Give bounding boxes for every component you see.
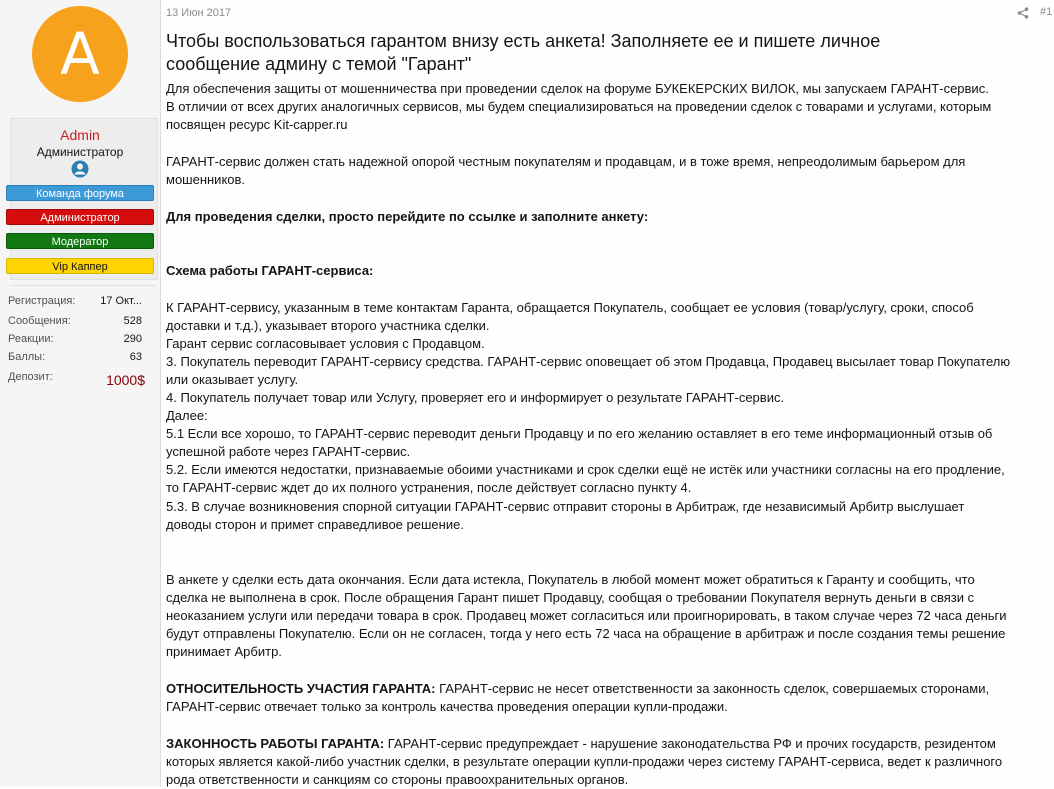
post-text-line: В отличии от всех других аналогичных сервисов, мы будем специализироваться на проведении сделок с товарами и услугами, которым [166,99,992,114]
post-text-line: ГАРАНТ-сервис отвечает только за контроль качества проведения операции купли-продажи. [166,699,728,714]
post-text-line: ГАРАНТ-сервис должен стать надежной опорой честным покупателям и продавцам, и в тоже время, непреодолимым барьером для [166,154,966,169]
post-text-line [166,735,996,753]
deal-instruction: Для проведения сделки, просто перейдите по ссылке и заполните анкету: [166,209,649,224]
post-text-line: Для обеспечения защиты от мошенничества при проведении сделок на форуме БУКЕКЕРСКИХ ВИЛОК, мы запускаем ГАРАНТ-сервис. [166,81,989,96]
banner-vip: Vip Каппер [6,258,154,274]
banner-admin: Администратор [6,209,154,225]
post-text-line: доводы сторон и примет справедливое решение. [166,517,464,532]
post-text-line: будут отправлены Покупателю. Если он не согласен, тогда у него есть 72 часа на обращение в арбитраж и после создания темы решение [166,626,1006,641]
stat-messages [8,315,142,333]
post-text-line: которых является какой-либо участник сделки, в результате операции купли-продажи через систему ГАРАНТ-сервиса, ведет к различного [166,754,1003,769]
stat-registration [8,295,142,313]
post-number-link[interactable]: #1 [1040,6,1053,18]
stat-reactions [8,333,142,351]
post-text-line: 3. Покупатель переводит ГАРАНТ-сервису средства. ГАРАНТ-сервис оповещает об этом Продавца, Продавец высылает товар Покупателю [166,354,1011,369]
legality-heading: ЗАКОННОСТЬ РАБОТЫ ГАРАНТА: [166,736,385,751]
user-stats [10,285,156,286]
post-text-line: 5.2. Если имеются недостатки, признаваемые обоими участниками и срок сделки ещё не истёк или участники согласны на его продление, [166,462,1005,477]
post-text-line: мошенников. [166,172,246,187]
stat-label: Депозит: [8,371,53,383]
post-title-line: Чтобы воспользоваться гарантом внизу есть анкета! Заполняете ее и пишете личное [166,31,881,51]
stat-label: Сообщения: [8,315,71,327]
stat-points [8,351,142,369]
avatar[interactable] [32,6,128,102]
legality-text: ГАРАНТ-сервис предупреждает - нарушение законодательства РФ и прочих государств, резидентом [384,736,996,751]
post-text-line [166,680,989,698]
stat-value: 17 Окт... [100,295,142,307]
relativity-text: ГАРАНТ-сервис не несет ответственности за законность сделок, совершаемых сторонами, [435,681,990,696]
post-text-line: посвящен ресурс Kit-capper.ru [166,117,348,132]
post-text-line: Гарант сервис согласовывает условия с Продавцом. [166,336,485,351]
stat-label: Реакции: [8,333,54,345]
user-title: Администратор [36,145,124,159]
post-title [166,30,996,76]
post-text-line: рода ответственности и санкциям со стороны правоохранительных органов. [166,772,629,787]
stat-label: Баллы: [8,351,46,363]
staff-badge-icon [71,160,89,178]
stat-value[interactable]: 528 [123,315,142,327]
post-text-line: принимает Арбитр. [166,644,282,659]
post-text-line: 4. Покупатель получает товар или Услугу, проверяет его и информирует о результате ГАРАНТ-сервис. [166,390,785,405]
username-link[interactable]: Admin [60,127,100,143]
post-text-line: В анкете у сделки есть дата окончания. Если дата истекла, Покупатель в любой момент может обратиться к Гаранту и сообщить, что [166,572,975,587]
avatar-letter: A [60,20,100,88]
share-icon[interactable] [1017,7,1029,19]
post-title-line: сообщение админу с темой "Гарант" [166,54,472,74]
post-text-line: сделка не выполнена в срок. После обращения Гарант пишет Продавцу, сообщая о требовании Покупателя вернуть деньги в связи с [166,590,975,605]
stat-value: 290 [123,333,142,345]
scheme-heading: Схема работы ГАРАНТ-сервиса: [166,263,374,278]
post-text-line: успешной работе через ГАРАНТ-сервис. [166,444,411,459]
post-text-line: 5.1 Если все хорошо, то ГАРАНТ-сервис переводит деньги Продавцу и по его желанию оставляет в его теме информационный отзыв об [166,426,993,441]
banner-moderator: Модератор [6,233,154,249]
user-panel [0,0,161,787]
post-text-line: К ГАРАНТ-сервису, указанным в теме контактам Гаранта, обращается Покупатель, сообщает ее условия (товар/услугу, сроки, способ [166,300,974,315]
stat-value[interactable]: 63 [129,351,142,363]
deposit-value: 1000$ [106,372,145,388]
post-text-line: 5.3. В случае возникновения спорной ситуации ГАРАНТ-сервис отправит стороны в Арбитраж, где независимый Арбитр выслушает [166,499,965,514]
post-text-line: неоказанием услуги или передачи товара в срок. Продавец может согласиться или проигнорировать, в таком случае через 72 часа деньги [166,608,1007,623]
post-text-line: то ГАРАНТ-сервис ждет до их полного устранения, после действует согласно пункту 4. [166,480,692,495]
post-date[interactable]: 13 Июн 2017 [166,7,232,19]
stat-label: Регистрация: [8,295,76,307]
post-text-line: или оказывает услугу. [166,372,299,387]
post-text-line: доставки и т.д.), указывает второго участника сделки. [166,318,490,333]
relativity-heading: ОТНОСИТЕЛЬНОСТЬ УЧАСТИЯ ГАРАНТА: [166,681,436,696]
post-text-line: Далее: [166,408,208,423]
banner-team: Команда форума [6,185,154,201]
